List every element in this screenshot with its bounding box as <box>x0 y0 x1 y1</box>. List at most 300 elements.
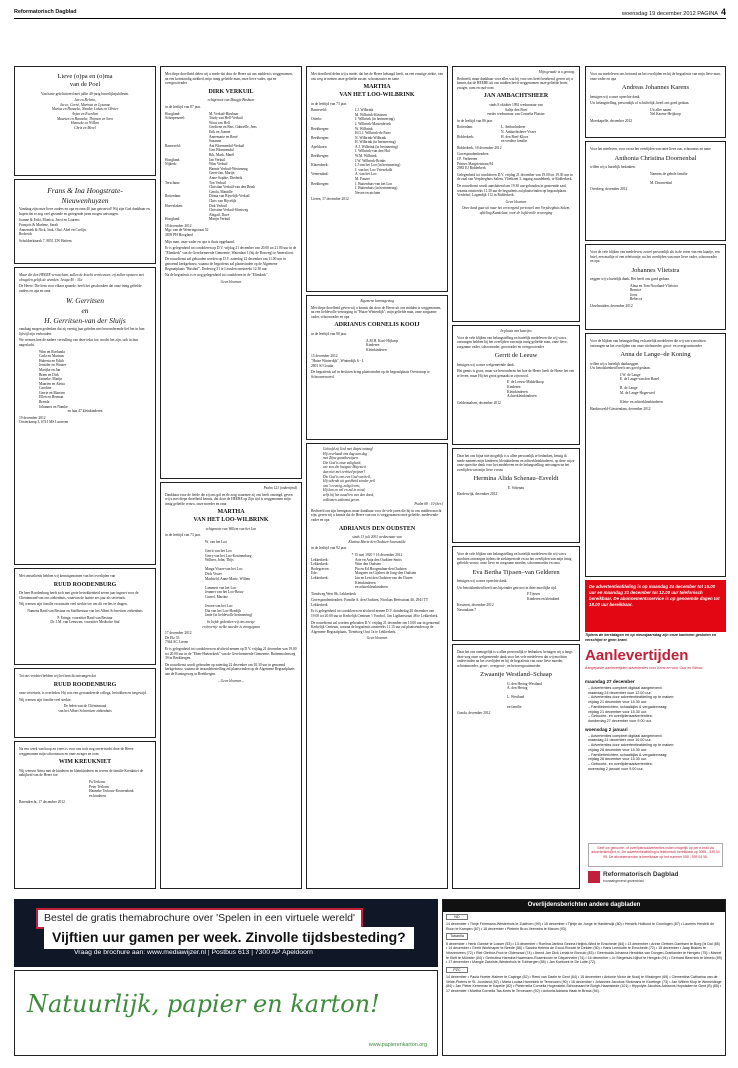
psalm-line: met Zijne gunstbewijzen. <box>323 456 359 461</box>
notice-text: Mijn man, onze vader en opa is thuis opgebaard. <box>165 239 235 244</box>
newspaper-section-label: Tubantia <box>446 933 468 940</box>
relative-name: Gert Bloemendal <box>209 148 234 153</box>
notice-title: Frans & Ina Hoogstrate- Nieuwenhuyzen <box>47 186 123 205</box>
notice-text: Wij wensen zijn familie veel sterkte. <box>19 697 72 702</box>
notice-text: Uw belangstelling, persoonlijk of schriftelijk, heeft ons goed gedaan. <box>590 101 690 106</box>
deadline-line: vrijdag 28 december voor 15.30 uur. <box>588 757 648 762</box>
relative-name: Marijn Verkuil <box>209 217 231 222</box>
notice-signer: Jennifer en Wouter <box>39 363 67 368</box>
relative-place: Otterlo: <box>311 117 323 122</box>
notice-correspondence: Correspondentieadres: Familie A. den Oudsten, Nicolaas Beetsstraat 46, 2941 TT Lekkerkerk <box>311 598 429 607</box>
bible-verse: Psalm 121 (onberijmd) <box>263 486 297 490</box>
deadline-line: – Familieberichten, schaalkijks & vergadervraag: <box>588 704 668 709</box>
relative-name: Rik, Mark, Marël <box>209 152 235 157</box>
notice-date: 17 december 2012 De Elz 35 7364 AC Lieren <box>165 631 192 645</box>
notice-name: ADRIANUS CORNELIS KOOIJ <box>334 322 420 329</box>
relative-name: Gerdiene en Bert, Gabriëlle, Jens <box>209 125 257 130</box>
deadline-line: maandag 24 december voor 12.00 uur. <box>588 690 652 695</box>
deadline-line: – Geboorte- en overlijdensadvertenties: <box>588 762 653 767</box>
notice-text: Dankbaar voor de liefde die zij ons gaf en de zorg waarmee zij ons heeft omringd, geven wij u met diepe droefheid kennis, dat door de HEERE op Zijn tijd is weggenomen mijn innig geliefde vrouw, onze moeder en oma <box>165 492 293 506</box>
relative-name: Carola, Mantille <box>209 189 233 194</box>
deadline-line: – Advertenties compleet digitaal aangeleverd: <box>588 685 663 690</box>
relative-name: Jan en Leni den Oudsten-van der Dusen <box>355 575 413 580</box>
deadline-line: vrijdag 21 december voor 15.30 uur. <box>588 709 648 714</box>
notice-text: Met diepe droefheid geven wij u kennis dat door de Heere uit ons midden is weggenomen, na een liefdevolle verzorging in "Huize Winterdijk", mijn geliefde man, onze zorgzame vader, schoonvader en opa <box>311 305 442 319</box>
notice-signer: A. den Hertog <box>507 686 528 691</box>
notice-signer: Alma en Tom Noorland-Vlietstra <box>630 283 678 288</box>
newspaper-section-text: 14 december • Thirje Frimmann-Westerhuis te Zuidhorn (99) • 15 december • Tijntje de Jonge te Harderwijk (80) • Hendrik Holtlund te Groningen (87) • Laurens Hendrik de Roon te Kampen (87) • 16 december • Pieterie Bron-Veenstra te Marum (93). <box>446 922 715 931</box>
relative-place: Terschuur: <box>165 180 181 185</box>
notice-name: Eva Bertha Tijssen–van Gelderen <box>472 568 560 576</box>
notice-signer: G. den Hertog-Westland <box>507 681 542 686</box>
deadline-line: vrijdag 28 december voor 15.30 uur. <box>588 747 648 752</box>
notice-de-lange <box>585 333 726 577</box>
notice-signer: Kinderen <box>507 385 521 390</box>
notice-title: Lieve (o)pa en (o)ma van de Poel <box>57 73 113 89</box>
notice-name: Zwaantje Westland–Schaap <box>480 671 552 679</box>
notice-footer: Schokkerkaarsk 7, 8051 ZW Hattem <box>19 238 72 243</box>
relative-name: Dirma van Bijvelijk-Verkuil <box>209 194 250 199</box>
notice-name: MARTHA VAN HET LOO-WILBRINK <box>339 84 415 98</box>
notice-text: De begrafenis zal in besloten kring plaatsvinden op de begraafplaats Overtatoop te Schoonrewoerd. <box>311 370 430 379</box>
notice-footer: Gouda, december 2012 <box>457 711 491 716</box>
notice-name: MARTHA VAN HET LOO-WILBRINK <box>193 509 269 524</box>
bible-verse: Mijn genade is u genoeg. <box>538 70 575 74</box>
notice-hoogstrate <box>14 179 156 264</box>
notice-signer: Rebecca <box>630 297 643 302</box>
relative-name: Christine Verkuil-Sloetweg <box>209 208 249 213</box>
notice-signer: W. van het Loo <box>205 539 228 544</box>
notice-van-het-loo-2 <box>306 66 448 292</box>
notice-text: vandaag mogen gedenken dat zij veertig jaar geleden met bewonderende lief het in hun lijfstijl zijn verbonden. <box>19 327 145 336</box>
notice-memorial: In liefde gedenken wij ons zwesje en broertje welke moeder is voorgegaan <box>202 620 260 629</box>
notice-text: Er is gelegenheid tot condoleren en afscheid nemen op D.V. vrijdag 21 december van 19.00 tot 20.00 uur in de "Eben-Haëzerkerk" van de Gereformeerde Gemeente, Buitenmolenweg 39 in Beekbergen. <box>165 646 297 661</box>
notice-karens <box>585 66 726 138</box>
relative-name: H.G.J. Wilbrink-de Pater <box>355 131 391 136</box>
deadline-line: vrijdag 21 december voor 15.30 uur. <box>588 700 648 705</box>
relative-name: W.M. Wilbrink <box>355 154 377 159</box>
deadline-line: – Familieberichten, schaalkijks & vergadervraag: <box>588 752 668 757</box>
notice-text: Uw betrokkenheid heeft ons bijzonder getroost in deze moeilijke tijd. <box>457 585 557 590</box>
notice-footer: Kesteren, december 2012 Nassaulaan 7 <box>457 603 494 613</box>
relative-place: Beekbergen: <box>311 126 330 131</box>
notice-signer: Gerrie en Marrien <box>39 390 65 395</box>
notice-text: Tot ons verdriet hebben wij het bericht ontvangen dat <box>19 674 96 678</box>
notice-signer: Janneke, Marijn <box>39 377 63 382</box>
notice-name: RUUD ROODENBURG <box>53 681 117 688</box>
relative-name: Hannie Verkuil-Westeneng <box>209 166 248 171</box>
psalm-line: Hij kan en wil en zal in nood, <box>323 488 366 493</box>
relative-name: J. Buitenhuis (in herinnering) <box>355 186 398 191</box>
notice-signer: E. de Leeuw-Middelkoop <box>507 380 544 385</box>
relative-name: Kleinkinderen <box>355 580 376 585</box>
signer-list <box>650 172 721 186</box>
notice-text: Van harte gefeliciteerd met jullie 40-jarig huwelijksjubileum. <box>41 91 129 96</box>
relative-name: J. van het Loo-Vriezekolk <box>355 167 393 172</box>
relative-place: Ridderkerk: <box>457 134 475 139</box>
office-hours-notice: De advertentieafdeling is op maandag 24 december tot 15.00 uur en maandag 31 december tot 12.00 uur telefonisch bereikbaar. De abonnementsservice is op genoemde dagen tot 18.00 uur bereikbaar. <box>585 580 726 632</box>
relative-name: Jan Verkuil <box>209 157 226 162</box>
notice-signer: A.M.H. Kooi-Hijkoop <box>366 338 399 343</box>
other-obituaries <box>442 899 726 1056</box>
notice-de-leeuw <box>452 325 580 445</box>
notice-signer: Hanneke Terlouw-Kronendonk <box>89 789 134 794</box>
notice-tijssen <box>452 546 580 641</box>
other-obituaries-title: Overlijdensberichten andere dagbladen <box>443 900 725 912</box>
notice-text: willen wij u hartelijk bedanken. <box>590 164 636 169</box>
brochure-ad-headline: Bestel de gratis themabrochure over 'Spelen in een virtuele wereld' <box>36 908 363 929</box>
relative-name: J. Wilbrink-van den Hul <box>355 149 390 154</box>
notice-text: onze secretaris, is overleden. Hij was een gewaardeerde collega, betrokken en toegewijd. <box>19 691 147 696</box>
relative-name: J.W. Wilbrink-Brinks <box>355 158 386 163</box>
notice-signer: Lammert van het Loo <box>205 585 237 590</box>
notice-signer: Jeroen van het Loo <box>205 604 233 609</box>
relative-place: Beekbergen: <box>311 154 330 159</box>
psalm-line: zelfs bij het naad'ren van den dood, <box>323 492 375 497</box>
notice-gerritsen <box>14 267 156 565</box>
notice-signer: Pa Terlouw <box>89 780 106 785</box>
email-info: Geef uw geboorte- of overlijdensadvertenties indien mogelijk op per e-mail via advertenties@rd.nl. De advertentieafdeling is telefonisch bereikbaar op 0055 - 539 04 99. De abonneeservice is bereikbaar op het nummer 055 - 539 04 98. <box>588 843 723 867</box>
psalm-line: Hij overlaadt ons dag aan dag <box>323 451 368 456</box>
newspaper-name: Reformatorisch Dagblad <box>14 9 77 15</box>
relative-place: Apeldoorn: <box>311 144 328 149</box>
deadline-line: – Geboorte- en overlijdensadvertenties: <box>588 714 653 719</box>
notice-signer: Marga Visser-van het Loo <box>205 567 243 572</box>
notice-signer: Machteld, Anne-Marie, Willem <box>205 576 251 581</box>
notice-signer: Cornel, Martine <box>205 595 228 600</box>
relative-name: J.J.van het Loo (in herinnering) <box>355 163 401 168</box>
notice-footer: De leden van de Cliëntenraad van het Albert Schweitzer ziekenhuis <box>58 704 112 714</box>
deadline-date: maandag 27 december <box>585 679 635 684</box>
notice-signer: Hubertu en Edith <box>39 358 64 363</box>
deadlines-title: Aanlevertijden <box>585 647 689 664</box>
notice-text: De rouwdienst wordt gehouden op zaterdag 22 december om 10.30 uur in genoemd kerkgebouw, waarna de teraardebestelling zal plaatsvinden op de Algemene Begraafplaats aan de Koningsweg in Beekbergen. <box>165 662 295 676</box>
relative-name: Abigail, Dave <box>209 212 230 217</box>
relative-name: M. Verkuil-Bieshaar <box>209 111 239 116</box>
notice-signer: Jan en Helena, <box>74 98 96 103</box>
relative-place: Barneveld: <box>311 108 327 113</box>
notice-text: zeggen wij u hartelijk dank. Het heeft ons goed gedaan. <box>590 277 670 282</box>
relative-place <box>311 191 355 196</box>
notice-name: DIRK VERKUIL <box>208 88 254 95</box>
notice-signer: Joost <box>630 292 638 297</box>
notice-age: in de leeftijd van 73 jaar. <box>311 101 347 106</box>
notice-signer: Maarten en Hanneke, Thijmen en Sven <box>57 116 113 121</box>
psalm-line: Die God is ons een God van heil, <box>323 474 371 479</box>
notice-name: Andreas Johannes Karens <box>621 84 690 92</box>
relative-name: Anne-Sophie, Diederik <box>209 175 243 180</box>
notice-text: Voor de blijken van belangstelling en hartelijk medeleven die wij van u mochten ontvangen na het overlijden van onze stiefmoeder, groot- en overgrootmoeder <box>590 339 706 348</box>
notice-signer: Wilbert, John, Thijs <box>205 558 234 563</box>
notice-kreukniet <box>14 741 156 889</box>
notice-text: De heer Roodenburg heeft zich met grote betrokkenheid zeven jaar ingezet voor de Clientenraad van ons ziekenhuis, waarvan de laatste zes jaar als secretaris. <box>19 591 139 600</box>
notice-text: Met droefheid delen wij u mede, dat het de Heere behaagd heeft, na een ernstige ziekte, van ons weg te nemen onze geliefde zuster, schoonzuster en tante <box>311 72 444 81</box>
notice-age: in de leeftijd van 86 jaar. <box>457 118 493 123</box>
psalm-ref: Psalm 68 : 10 (ber.) <box>414 502 443 507</box>
deadline-line: – Advertenties door advertentieafdeling op te maken: <box>588 743 675 748</box>
notice-den-oudsten <box>306 443 448 889</box>
notice-name: JAN AMBACHTSHEER <box>483 93 549 100</box>
notice-signer: M. de Lange-Hogerwerf <box>620 391 656 396</box>
notice-subtitle: sinds 13 juli 2001 weduwnaar van Klazina Maria den Oudsten-Jaarsoulde <box>348 535 406 544</box>
relative-place: Barneveld: <box>165 143 181 148</box>
notice-footer: Barendrecht, 17 december 2012 <box>19 800 65 805</box>
notice-ambachtsheer <box>452 66 580 322</box>
signer-list <box>507 682 575 710</box>
notice-roodenburg-1 <box>14 568 156 665</box>
paper-ad[interactable] <box>14 970 438 1056</box>
bible-verse: Maar die den HEERE verwachten, zullen de kracht vernieuwen; zij zullen opvaren met vleugelen gelijk de arenden. Jesaja 40 : 31a <box>19 273 144 282</box>
brochure-ad[interactable] <box>14 899 438 967</box>
psalm-line: wie zou die hooguw Majesteit <box>323 465 366 470</box>
notice-van-het-loo-1 <box>160 482 302 889</box>
rd-logo-icon <box>588 871 600 883</box>
relative-place: Klarenbeek: <box>311 163 329 168</box>
relative-name: N. Wilbrink-Wilbrink <box>355 135 387 140</box>
notice-text: Namens Raad van Bestuur en Staffbestuur van het Albert Schweitzer ziekenhuis <box>27 609 143 614</box>
relative-name: J. Wilbrink-Mastenbroek <box>355 121 391 126</box>
deadlines-list <box>585 676 726 772</box>
relative-place: Scherpenzeel: <box>165 116 186 121</box>
relative-name: Margreet en Gijsbert de Jong-den Oudsten <box>355 571 417 576</box>
notice-thanks: Onze dank gaat uit naar het verzorgend personeel van Verpleeghuis Salem, afdeling Kandelaar, voor de liefdevolle verzorging <box>461 206 571 215</box>
notice-signer: E. de Lange-van den Hazel <box>620 377 660 382</box>
notice-signer: Brenda <box>39 400 50 405</box>
relative-name: Trudy van Hell-Verkuil <box>209 116 243 121</box>
notice-text: Na de begrafenis is er nog gelegenheid tot condoleren in de "Elimkerk". <box>165 273 269 278</box>
notice-subtitle: sinds 8 oktober 1992 weduwnaar van Aaltje den Boef <box>489 103 543 112</box>
notice-footer: IJsselmuiden, december 2012 <box>590 304 633 309</box>
notice-signer: Caroline <box>39 386 52 391</box>
deadline-line: woensdag 2 januari voor 9.00 uur. <box>588 766 644 771</box>
relative-name: Christian Verkuil-van den Brink <box>209 185 256 190</box>
notice-age: in de leeftijd van 73 jaar. <box>165 533 201 538</box>
notice-footer: – Geen bloemen – <box>217 678 245 683</box>
notice-name: Anna de Lange–de Koning <box>620 351 691 359</box>
notice-signer: Achterkleinkinderen <box>507 394 537 399</box>
notice-text: Wij wensen Arina met de kinderen en kleinkinderen en tevens de familie Kreukniet de nabijheid van de Heere toe. <box>19 768 144 778</box>
relative-place: Bodegraven: <box>311 566 330 571</box>
notice-name: WIM KREUKNIET <box>58 759 112 766</box>
relative-name: Wout van Hell <box>209 120 230 125</box>
notice-signer: François & Marlene, Sarah <box>19 222 58 227</box>
deadline-line: – Advertenties compleet digitaal aangeleverd: <box>588 733 663 738</box>
notice-signer: F.Tijssen <box>527 592 540 597</box>
notice-dates: * 15 mei 1920 † 16 december 2012 <box>351 552 403 557</box>
relative-name: Pia en Ed Hoogendam-den Oudsten <box>355 566 407 571</box>
rd-logo-text: Reformatorisch Dagblad <box>603 870 679 878</box>
notice-name: Johannes Vlietstra <box>631 266 680 274</box>
notice-signer: Marijke en Jan <box>39 367 61 372</box>
relative-name: Annemarie en René <box>209 134 238 139</box>
notice-correspondence: Correspondentieadres: J.P. Verheeren Prinses Margrietstraat 84 2983 EJ Ridderkerk <box>457 152 494 171</box>
notice-name: Anthonia Christina Doornenbal <box>614 154 697 162</box>
notice-signer: Dr. J.M. van Leeuwen, voorzitter Medische Staf <box>50 620 120 625</box>
brochure-ad-question: Vijftien uur gamen per week. Zinvolle tijdsbesteding? <box>44 927 414 949</box>
notice-text: Gelegenheid tot condoleren D.V. vrijdag 21 december van 19.00 tot 19.30 uur in de zaal van Verpleeghuis Salem, Vliethzen 3, ingang zuurdebeek, te Ridderkerk. <box>457 172 573 182</box>
relative-name: A.J. Wilbrink (in herinnering) <box>355 144 399 149</box>
notice-footer: Harderwijk, december 2012 <box>457 492 498 497</box>
notice-text: Voor het meeleven, voor en na het overlijden van onze lieve zus, schoonzus en tante <box>590 147 711 151</box>
relative-name: en verdere familie <box>501 139 528 144</box>
notice-name: ADRIANUS DEN OUDSTEN <box>338 525 416 532</box>
relative-name: M. Fauzer <box>355 177 370 182</box>
notice-signer: Gerry van het Loo-Koninenburg <box>205 553 252 558</box>
notice-subtitle: eerder weduwnaar van Cornelia Plaisier <box>487 112 545 117</box>
relative-name: Chris van Bijvelijk <box>209 198 237 203</box>
rd-logo <box>588 869 723 885</box>
notice-signer: Uit aller naam: <box>650 107 672 112</box>
notice-text: Er is gelegenheid tot condoleren en afscheid nemen D.V. donderdag 20 december van 19.00 tot 20.00 uur in Kerkelijk Centrum 't Voorhof, Jan Ligthartstraat 48 te Lekkerkerk. <box>311 609 439 619</box>
notice-text: Het gemis is groot, maar we bewonderen het hoe de Heere heeft de Heere het een te leven, maar Hij het groot gemaakt in zijn nood. <box>457 369 575 378</box>
relative-place: Nijkerk: <box>165 162 177 167</box>
psalm-block <box>323 447 443 502</box>
notice-text: Daar het ons bijna niet mogelijk is u allen persoonlijk te bedanken, betuig ik mede namens mijn kinderen, kleinkinderen en achterkleinkinderen, op deze wijze onze oprechte dank voor het medeleven en de belangstelling ontvangen na het overlijden van mijn lieve vrouw <box>457 454 575 472</box>
relative-name: A. van het Loo <box>355 172 377 177</box>
notice-vlietstra <box>585 244 726 330</box>
notice-text: betuigen wij u onze welgemeende dank. <box>457 362 515 367</box>
relative-row <box>165 217 297 222</box>
relative-name: Geert-Jan, Marije, <box>209 171 236 176</box>
notice-text: Voor de vele blijken van medeleven, zowel persoonlijk als in de vorm van een kaartje, een brief, een mailtje of een telefoontje, na het overlijden van onze lieve vader, schoonvader en opa <box>590 250 720 264</box>
psalm-line: Die God is onze zaligheid; <box>323 460 362 465</box>
notice-signer: P. Eringa, voorzitter Raad van Bestuur <box>57 615 113 620</box>
relative-place: Beekbergen: <box>311 135 330 140</box>
notice-signer: Marius en Hanneke, Nander, Lukas en Olivier <box>51 107 119 112</box>
notice-signer: Klein- en achterkleinkinderen <box>620 400 663 405</box>
notice-signer: Gerrit van het Loo <box>205 549 232 554</box>
notice-signer: Jacco, Cornè, Marinus en Lysanne <box>59 102 111 107</box>
notice-signer: M. Doornenbal <box>650 180 672 185</box>
signer-list <box>205 540 297 618</box>
notice-text: willen wij u hartelijk dankzeggen. Uw betrokkenheid heeft ons goed gedaan. <box>590 361 651 371</box>
notice-name: Gerrit de Leeuw <box>494 352 538 360</box>
relative-place: Lekkerkerk: <box>311 562 329 567</box>
signer-list <box>620 373 721 405</box>
notice-text: Daar het ons onmogelijk is u allen persoonlijk te bedanken, betuigen wij u langs deze weg onze welgemeende dank voor het vele medeleven dat wij mochten ondervinden na het overlijden en bij de begrafenis van onze lieve moeder, schoonmoeder, groot-, overgroot-, en betovergrootmoeder <box>457 650 573 668</box>
relative-name: W. Wilbrink <box>355 126 373 131</box>
newspaper-section-text: 14 december • Paula Hoeter-Haimer te Capinge (82) • Remi van Daele te Gent (84) • 15 december • Antonie Victor de Noolj te Vlissingen (69) • Clementina Catharina van de Velde-Pieters te St. Joosland (92) • Maria Louisa Hamekink te Terneuzen (90) • 16 december • Johannes Jacobus Stokmans te Kloetinge (73) • Jan Willem Klop te Wemeldinge (84) • Jan Pieter Kerreman te Kapelle (82) • Pieternella Cornelia Hogenstein-Schoonaard te Burgh-Haamstede (101) • Hippolyte Jacobus Adrianus Hopstaken te Gent (B) (85) • 17 december • Martha Cornelia Tas-Kerts te Terneuzen (92) • Antonia Adriana Haak te Breda (94). <box>446 975 722 993</box>
relative-place <box>311 585 355 590</box>
relative-name: Erik en Joanne <box>209 130 231 135</box>
relative-name: Ant Bloemendal-Verkuil <box>209 143 245 148</box>
psalm-line: dan niet met eerbied prijzen? <box>323 469 366 474</box>
page-number: 4 <box>720 7 726 17</box>
notice-grandchildren: en hun 47 kleinkinderen <box>67 409 103 414</box>
notice-signer: Chris en Merel <box>74 125 96 130</box>
notice-heading: Algemene kennisgeving <box>360 299 394 303</box>
notice-text: betuigen wij u onze oprechte dank. <box>457 579 508 584</box>
notice-age: in de leeftijd van 87 jaar. <box>165 105 201 110</box>
notice-text: betuigen wij u onze oprechte dank. <box>590 94 641 99</box>
notice-signer: Arjan en Everdien <box>71 112 99 116</box>
notice-footer: Overberg, december 2012 <box>590 187 628 192</box>
psalm-line: Hij schenkt uit goedheid zonder peil <box>323 479 375 484</box>
notice-signer: Roderick <box>19 232 33 237</box>
paper-ad-url[interactable]: www.papierenkarton.org <box>368 1042 427 1049</box>
relative-name: Suzanne <box>209 139 222 144</box>
relative-name: Ton Verkuil <box>209 180 226 185</box>
page-header <box>14 7 726 19</box>
notice-signer: Ellen en Herman <box>39 395 64 400</box>
notice-signer: Dia van het Loo-Hoedijk <box>205 608 242 613</box>
notice-date: 15 december 2012 "Huize Winterdijk", Winterdijk 6 - 4 2801 SJ Gouda <box>311 354 364 368</box>
relative-row <box>311 585 443 590</box>
relative-place: Rotterdam: <box>457 125 474 130</box>
notice-text: De Heere, Die hem voor elkaar spaarde, heeft het geschonken dat onze innig geliefde ouders en opa en oma <box>19 284 142 293</box>
brochure-ad-contact: Vraag de brochure aan: www.mediawijzer.nl | Postbus 613 | 7300 AP Apeldoorn <box>74 949 313 956</box>
notice-footer: Hardinxveld-Giessendam, december 2012 <box>590 406 651 411</box>
relative-name: Neven en nichten <box>355 190 381 195</box>
notice-roodenburg-2 <box>14 668 156 738</box>
relative-place <box>457 139 501 144</box>
notice-van-de-poel <box>14 66 156 176</box>
notice-signer: Kinderen <box>366 343 380 348</box>
signer-list <box>39 350 151 410</box>
relative-place: Beekbergen: <box>311 181 330 186</box>
notice-text: Voor de vele blijken van belangstelling en hartelijk medeleven die wij van u mochten ontvangen tijdens de ziekteperiode en na het overlijden van mijn innig geliefde vrouw, onze lieve en zorgzame moeder, schoonmoeder en oma <box>457 552 572 566</box>
notice-text: We wensen hen de nadere vervulling van deze tekst toe, mocht het zijn, ook in hun nageslacht. <box>19 338 138 347</box>
relative-place: Lekkerkerk: <box>311 575 329 580</box>
relative-place: Hoogland: <box>165 217 181 222</box>
paper-ad-slogan: Natuurlijk, papier en karton! <box>27 990 380 1018</box>
relative-name: H. den Boef-Kloos <box>501 134 529 139</box>
notice-subtitle: echtgenoot van Maagje Boshuar <box>207 98 255 103</box>
notice-signer: en kinderen <box>89 793 106 798</box>
notice-signer: en familie <box>507 704 522 709</box>
notice-text: De rouwdienst zal worden gehouden D.V. vrijdag 21 december om 10.00 uur in genoemd Kerkelijk Centrum, waarna de begrafenis omstreeks 11.15 uur zal plaatsvinden op de Algemene Begraafplaats, Tiendweg Oost 1a te Lekkerkerk. <box>311 620 440 634</box>
notice-signer: Jante (in liefdevolle herinnering) <box>205 613 253 618</box>
notice-doornenbal <box>585 141 726 241</box>
notice-signer: Kleinkinderen <box>366 347 387 352</box>
relative-row <box>311 191 443 196</box>
notice-signer: Joanne & Erikt, Monica, Joost en Laurens <box>19 218 80 223</box>
notice-text: Er is gelegenheid tot condoleren op D.V. vrijdag 21 december van 20.00 tot 21.00 uur in de "Elimkerk" van de Gereformeerde Gemeente, Watenlaat 1 (hij de Bosweg) te Amersfoort. <box>165 246 297 255</box>
notice-signer: Bram en Dirk <box>39 372 59 377</box>
date-page: woensdag 19 december 2012 PAGINA 4 <box>622 7 726 17</box>
notice-footer: 19 december 2012 Oosterkamp 3, 6741 MS Lunteren <box>19 415 69 425</box>
relative-place: Lekkerkerk: <box>311 557 329 562</box>
relative-name: M. Wilbrink-Klaassen <box>355 112 387 117</box>
notice-address: Tiendweg West 8b, Lekkerkerk <box>311 591 357 596</box>
relative-place: Rotterdam: <box>165 194 182 199</box>
notice-signer: Kleinkinderen <box>507 389 528 394</box>
notice-age: in de leeftijd van 92 jaar. <box>311 546 347 551</box>
notice-footer: Geen bloemen <box>505 199 527 204</box>
notice-signer: Wim en Roelanda <box>39 349 65 354</box>
notice-verkuil <box>160 66 302 479</box>
newspaper-section-label: PZC <box>446 967 468 974</box>
relative-name: J. Wilbrink (in herinnering) <box>355 117 395 122</box>
notice-footer: Lieren, 17 december 2012 <box>311 197 349 202</box>
notice-signer: E. Schenau <box>507 485 525 490</box>
notice-footer: Geldermalsen, december 2012 <box>457 400 501 405</box>
notice-heading: In plaats van kaartjes <box>500 329 532 333</box>
notice-name: Hermina Alida Schenau–Esveldt <box>473 475 559 483</box>
notice-text: Bedroefd, maar dankbaar voor alles wat hij voor ons heeft betekend, geven wij u kennis dat de HEERE uit ons midden heeft weggenomen onze geliefde broer, zwager, oom en oud-oom <box>457 76 574 90</box>
notice-signer: L. Westland <box>507 695 525 700</box>
notice-text: Voor uw medeleven ons betoond na het overlijden en bij de begrafenis van mijn lieve man, onze vader en opa <box>590 72 721 81</box>
signer-list <box>507 380 575 398</box>
notice-signer: Hanneke en Willem <box>71 121 99 126</box>
notice-signer: Johannes en Namke <box>39 404 68 409</box>
relative-row <box>457 139 575 144</box>
relative-place: Hoogland: <box>165 111 181 116</box>
notice-text: Bedroefd om zijn heengaan, maar dankbaar voor de vele jaren die hij in ons midden mocht zijn, geven wij u kennis dat de Heere van ons is weggenomen onze geliefde, medevende vader en opa <box>311 508 442 522</box>
notice-footer: Moerkapelle, december 2012 <box>590 118 633 123</box>
notice-signer: J.W. de Lange <box>620 372 641 377</box>
closure-notice: Tijdens de kerstdagen en op nieuwjaarsdag zijn onze kantoren gesloten en verschijnt er geen krant. <box>585 633 717 642</box>
